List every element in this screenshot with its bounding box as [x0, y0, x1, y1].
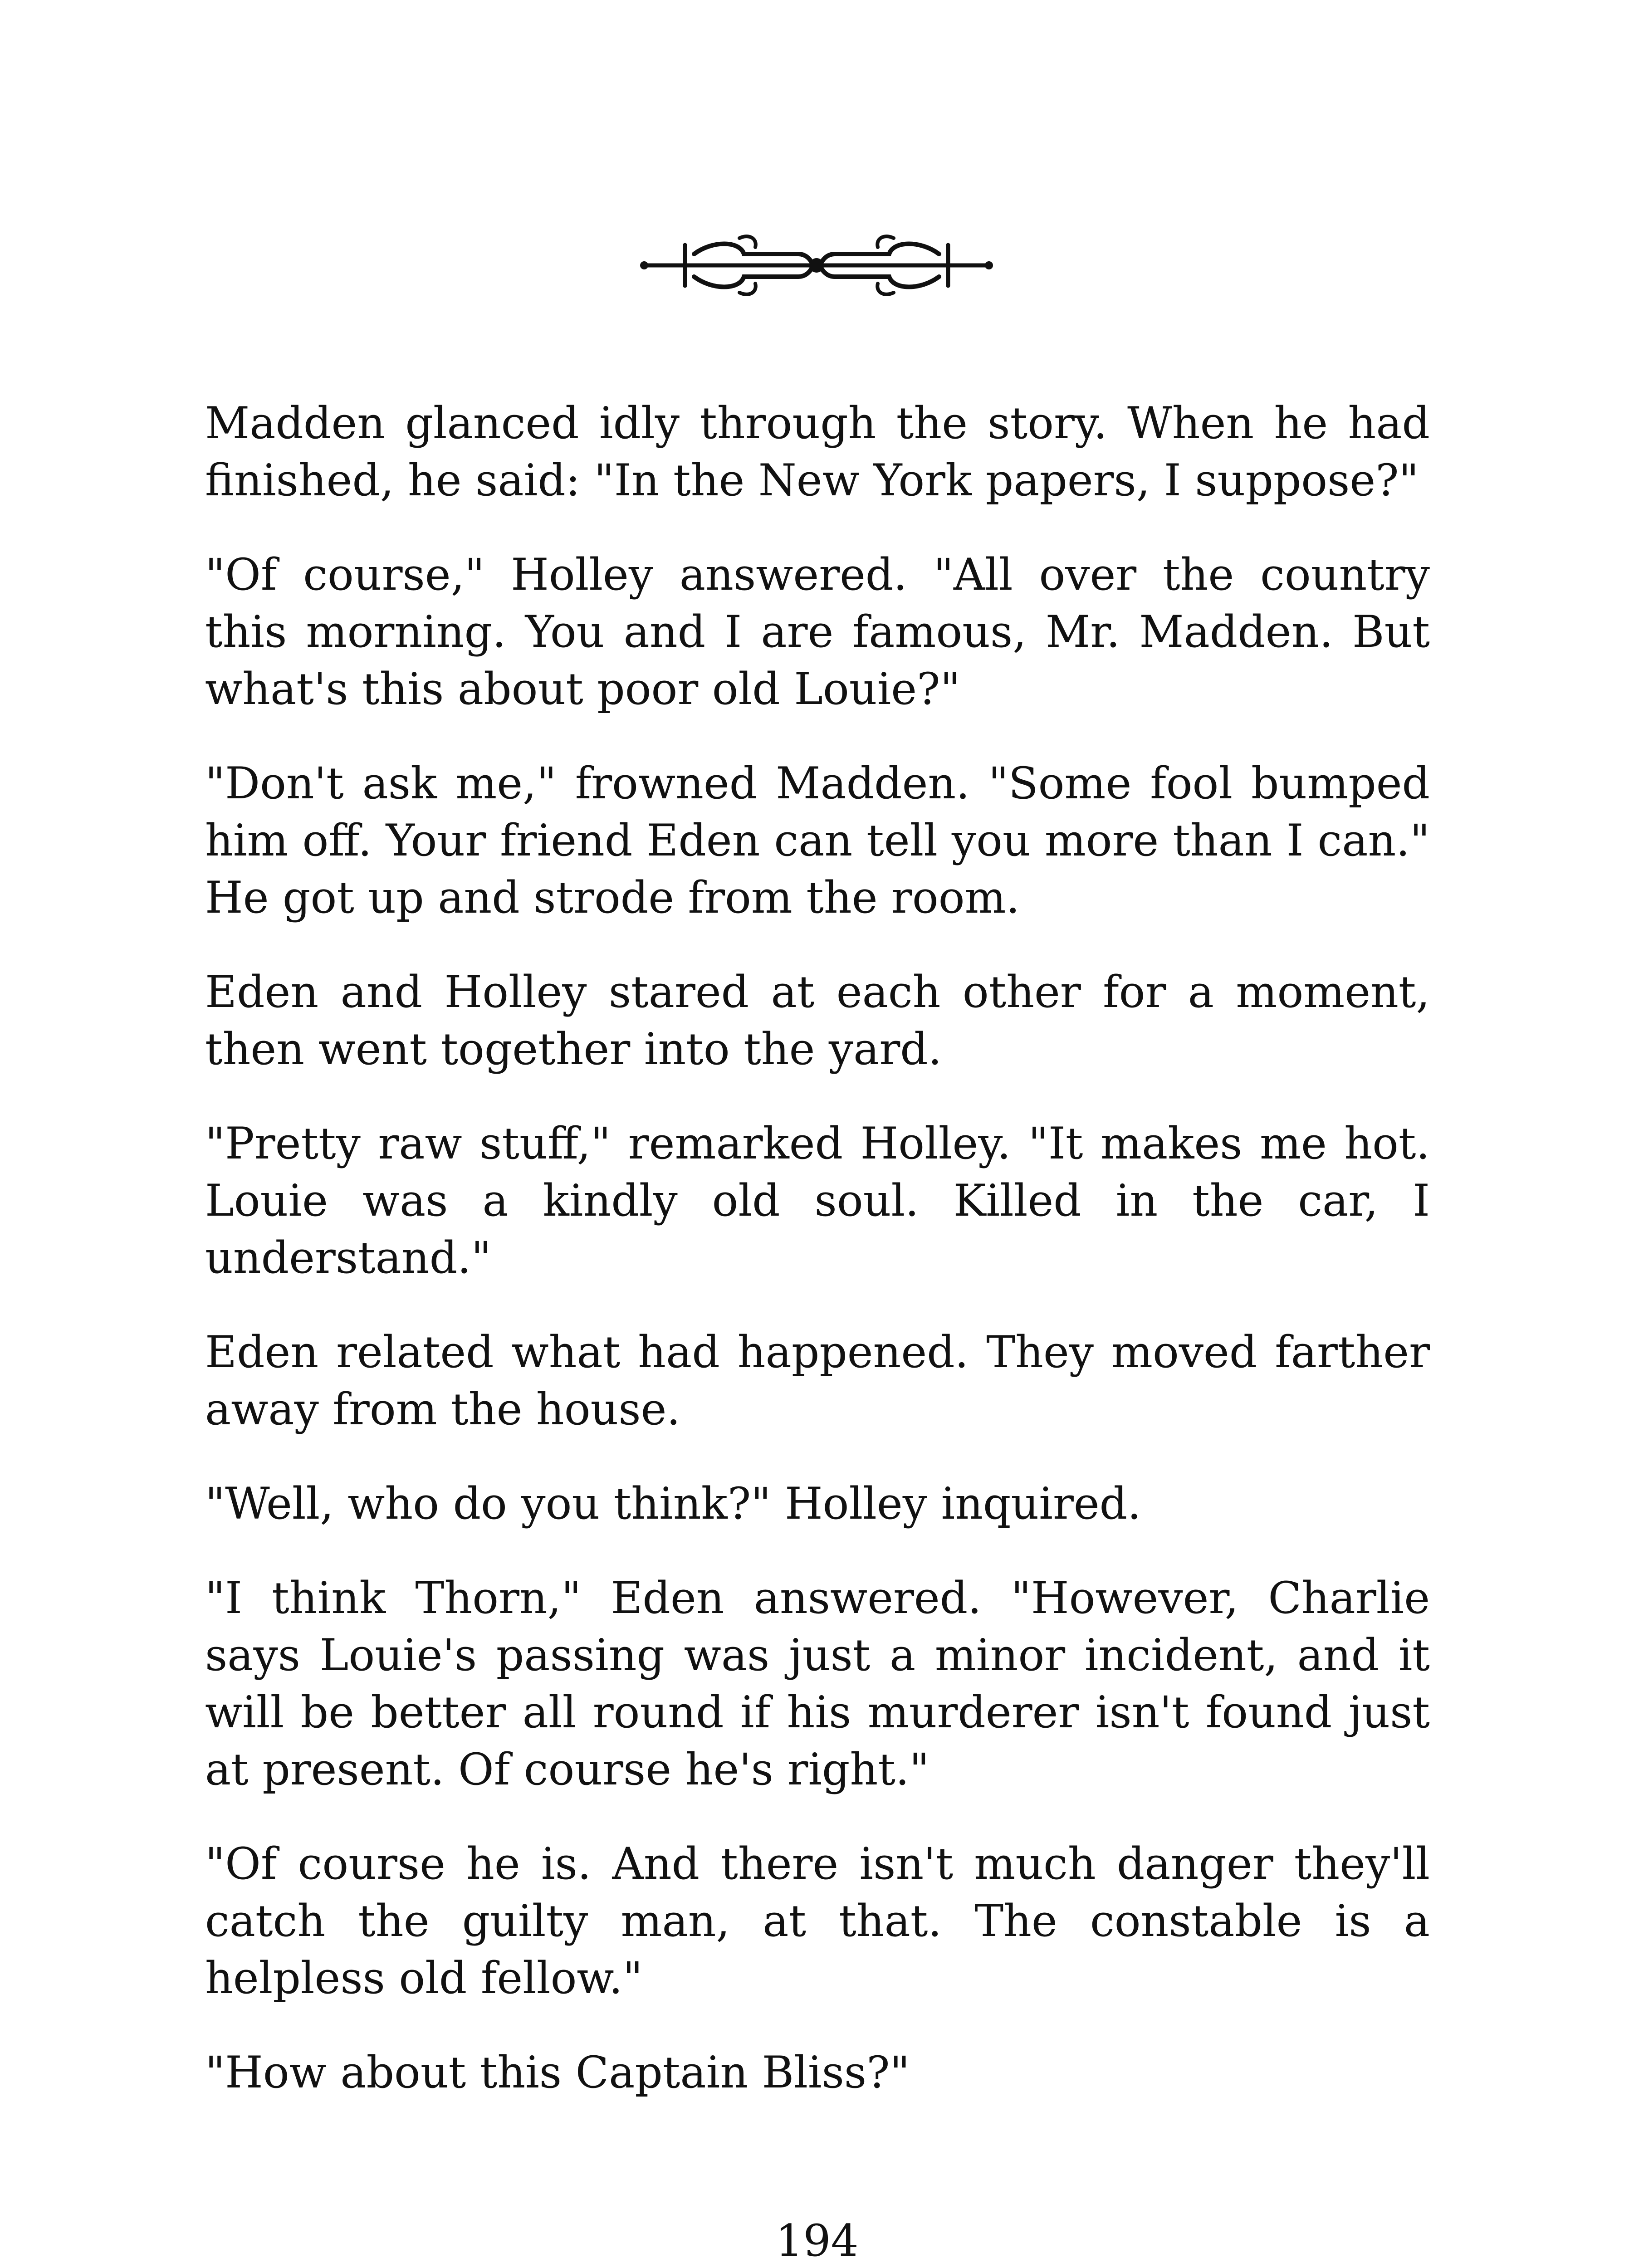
paragraph: "Of course he is. And there isn't much danger they'll catch the guilty man, at that. The constable is a helpless old fellow."	[205, 1838, 1430, 2004]
paragraph: Madden glanced idly through the story. When he had finished, he said: "In the New York papers, I suppose?"	[205, 398, 1430, 506]
paragraph: Eden related what had happened. They moved farther away from the house.	[205, 1327, 1430, 1435]
paragraph: "I think Thorn," Eden answered. "However, Charlie says Louie's passing was just a minor incident, and it will be better all round if his murderer isn't found just at present. Of course he's right."	[205, 1573, 1430, 1795]
paragraph: "Don't ask me," frowned Madden. "Some fool bumped him off. Your friend Eden can tell you more than I can." He got up and strode from the room.	[205, 758, 1430, 923]
paragraph: "Of course," Holley answered. "All over the country this morning. You and I are famous, Mr. Madden. But what's this about poor old Louie?"	[205, 549, 1430, 714]
paragraph: "Pretty raw stuff," remarked Holley. "It makes me hot. Louie was a kindly old soul. Killed in the car, I understand."	[205, 1118, 1430, 1283]
paragraph: "How about this Captain Bliss?"	[205, 2047, 910, 2098]
page-number: 194	[775, 2215, 859, 2266]
body-text	[205, 395, 1430, 2138]
divider-ornament-icon	[635, 227, 998, 304]
paragraph: "Well, who do you think?" Holley inquired.	[205, 1478, 1141, 1529]
paragraph: Eden and Holley stared at each other for a moment, then went together into the yard.	[205, 967, 1430, 1075]
